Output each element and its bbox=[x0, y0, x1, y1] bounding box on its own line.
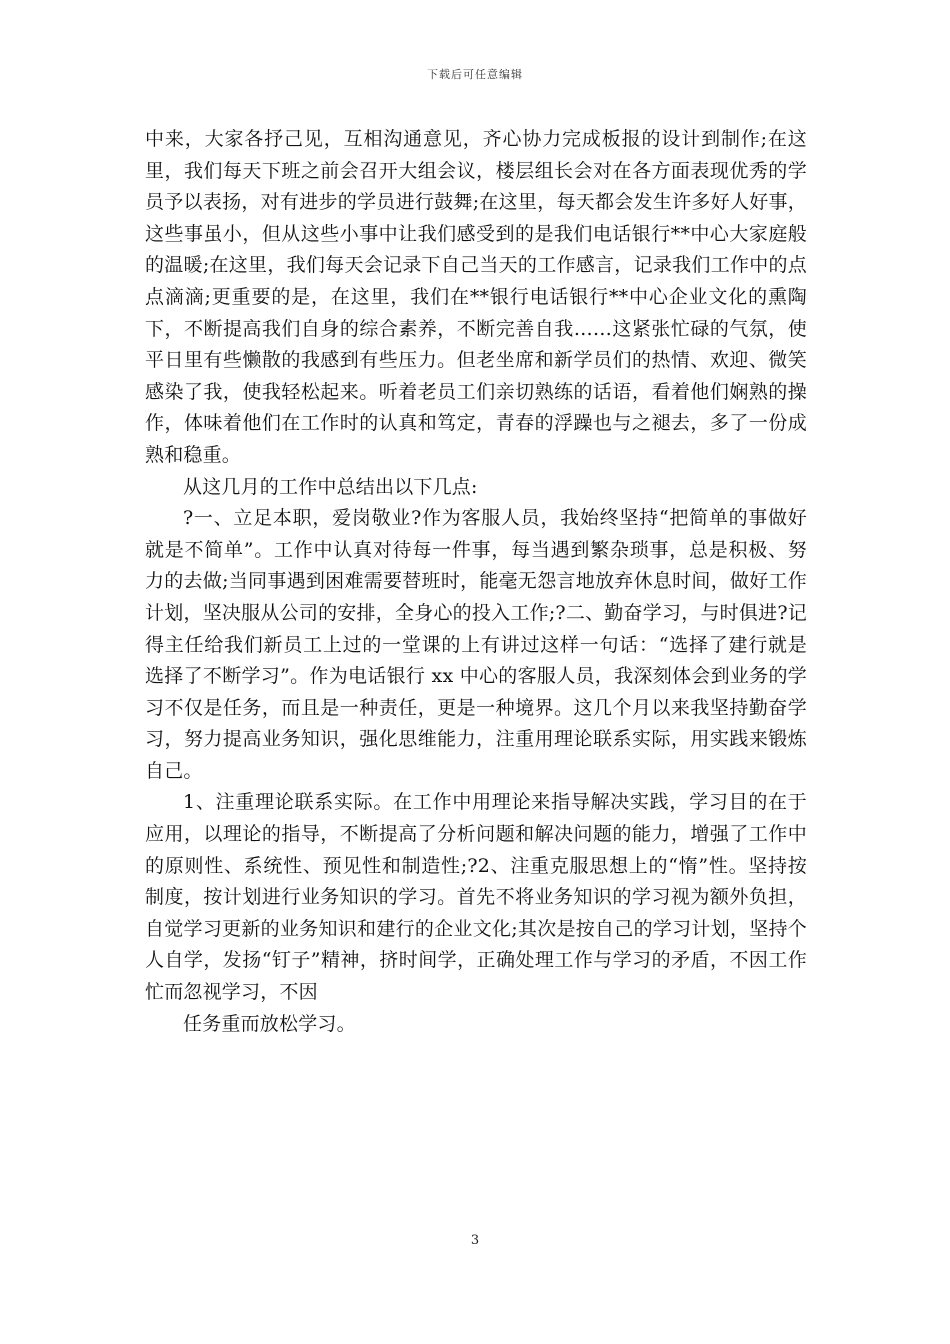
document-body bbox=[145, 124, 807, 1040]
paragraph-5: 任务重而放松学习。 bbox=[183, 1012, 356, 1035]
paragraph-2: 从这几月的工作中总结出以下几点: bbox=[183, 475, 478, 498]
paragraph-3: ?一、立足本职，爱岗敬业?作为客服人员，我始终坚持“把简单的事做好就是不简单”。工作中认真对待每一件事，每当遇到繁杂琐事，总是积极、努力的去做;当同事遇到困难需要替班时，能毫无怨言地放弃休息时间，做好工作计划，坚决服从公司的安排，全身心的投入工作;?二、勤奋学习，与时俱进?记得主任给我们新员工上过的一堂课的上有讲过这样一句话：“选择了建行就是选择了不断学习”。作为电话银行 xx 中心的客服人员，我深刻体会到业务的学习不仅是任务，而且是一种责任，更是一种境界。这几个月以来我坚持勤奋学习，努力提高业务知识，强化思维能力，注重用理论联系实际，用实践来锻炼自己。 bbox=[145, 507, 807, 782]
page-header: 下载后可任意编辑 bbox=[427, 68, 523, 81]
paragraph-1: 中来，大家各抒己见，互相沟通意见，齐心协力完成板报的设计到制作;在这里，我们每天下班之前会召开大组会议，楼层组长会对在各方面表现优秀的学员予以表扬，对有进步的学员进行鼓舞;在这里，每天都会发生许多好人好事，这些事虽小，但从这些小事中让我们感受到的是我们电话银行**中心大家庭般的温暖;在这里，我们每天会记录下自己当天的工作感言，记录我们工作中的点点滴滴;更重要的是，在这里，我们在**银行电话银行**中心企业文化的熏陶下，不断提高我们自身的综合素养，不断完善自我……这紧张忙碌的气氛，使平日里有些懒散的我感到有些压力。但老坐席和新学员们的热情、欢迎、微笑感染了我，使我轻松起来。听着老员工们亲切熟练的话语，看着他们娴熟的操作，体味着他们在工作时的认真和笃定，青春的浮躁也与之褪去，多了一份成熟和稳重。 bbox=[145, 128, 807, 466]
paragraph-4: 1、注重理论联系实际。在工作中用理论来指导解决实践，学习目的在于应用，以理论的指导，不断提高了分析问题和解决问题的能力，增强了工作中的原则性、系统性、预见性和制造性;?2、注重克服思想上的“惰”性。坚持按制度，按计划进行业务知识的学习。首先不将业务知识的学习视为额外负担，自觉学习更新的业务知识和建行的企业文化;其次是按自己的学习计划，坚持个人自学，发扬“钉子”精神，挤时间学，正确处理工作与学习的矛盾，不因工作忙而忽视学习，不因 bbox=[145, 791, 807, 1004]
page-number: 3 bbox=[470, 1233, 480, 1248]
